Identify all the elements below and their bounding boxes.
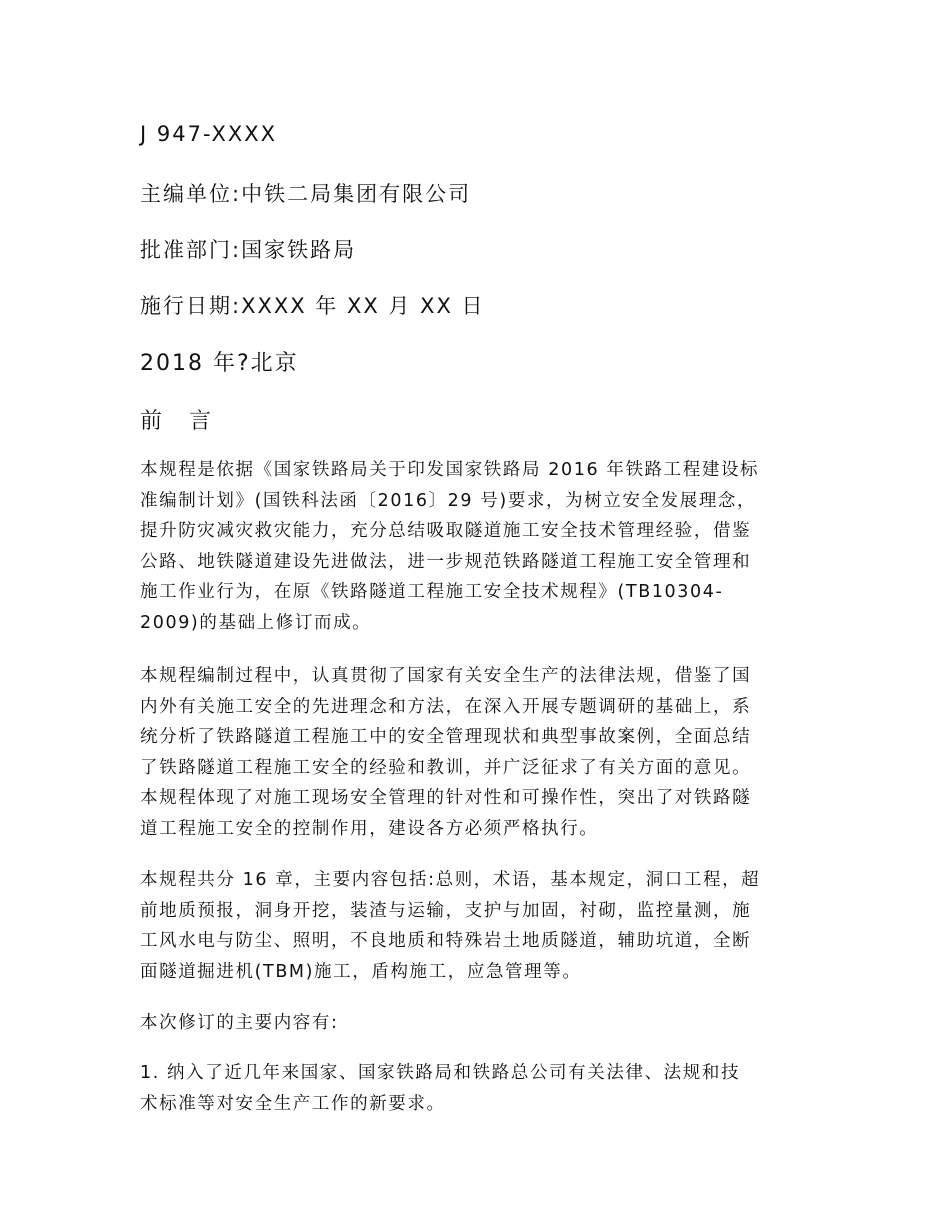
preface-paragraph-3 — [140, 865, 820, 987]
paragraph-line: 1. 纳入了近几年来国家、国家铁路局和铁路总公司有关法律、法规和技 — [140, 1063, 741, 1083]
paragraph-line: 面隧道掘进机(TBM)施工，盾构施工，应急管理等。 — [140, 961, 582, 982]
preface-paragraph-2 — [140, 661, 820, 844]
preface-paragraph-1 — [140, 455, 820, 638]
paragraph-line: 2009)的基础上修订而成。 — [140, 612, 372, 633]
paragraph-line: 本次修订的主要内容有: — [140, 1013, 339, 1033]
preface-paragraph-4 — [140, 1008, 820, 1039]
paragraph-line: 前地质预报，洞身开挖，装渣与运输，支护与加固，衬砌，监控量测，施 — [140, 900, 752, 921]
paragraph-line: 本规程共分 16 章，主要内容包括:总则，术语，基本规定，洞口工程，超 — [140, 870, 761, 890]
paragraph-line: 准编制计划》(国铁科法函〔2016〕29 号)要求，为树立安全发展理念， — [140, 490, 757, 511]
paragraph-line: 了铁路隧道工程施工安全的经验和教训，并广泛征求了有关方面的意见。 — [140, 757, 752, 778]
editor-unit: 主编单位:中铁二局集团有限公司 — [140, 182, 472, 206]
paragraph-line: 内外有关施工安全的先进理念和方法，在深入开展专题调研的基础上，系 — [140, 696, 752, 717]
paragraph-line: 术标准等对安全生产工作的新要求。 — [140, 1093, 446, 1114]
paragraph-line: 提升防灾减灾救灾能力，充分总结吸取隧道施工安全技术管理经验，借鉴 — [140, 521, 752, 541]
preface-list-item-1 — [140, 1058, 820, 1119]
paragraph-line: 施工作业行为，在原《铁路隧道工程施工安全技术规程》(TB10304- — [140, 582, 724, 602]
approving-department: 批准部门:国家铁路局 — [140, 238, 357, 262]
year-and-place: 2018 年?北京 — [140, 351, 299, 376]
paragraph-line: 工风水电与防尘、照明，不良地质和特殊岩土地质隧道，辅助坑道，全断 — [140, 931, 752, 951]
paragraph-line: 本规程是依据《国家铁路局关于印发国家铁路局 2016 年铁路工程建设标 — [140, 460, 760, 480]
paragraph-line: 公路、地铁隧道建设先进做法，进一步规范铁路隧道工程施工安全管理和 — [140, 551, 752, 572]
preface-title: 前 言 — [140, 409, 221, 434]
standard-code: J 947-XXXX — [140, 122, 278, 146]
paragraph-line: 统分析了铁路隧道工程施工中的安全管理现状和典型事故案例，全面总结 — [140, 727, 752, 747]
effective-date: 施行日期:XXXX 年 XX 月 XX 日 — [140, 294, 485, 318]
paragraph-line: 本规程编制过程中，认真贯彻了国家有关安全生产的法律法规，借鉴了国 — [140, 666, 752, 686]
paragraph-line: 道工程施工安全的控制作用，建设各方必须严格执行。 — [140, 818, 599, 839]
paragraph-line: 本规程体现了对施工现场安全管理的针对性和可操作性，突出了对铁路隧 — [140, 788, 752, 808]
